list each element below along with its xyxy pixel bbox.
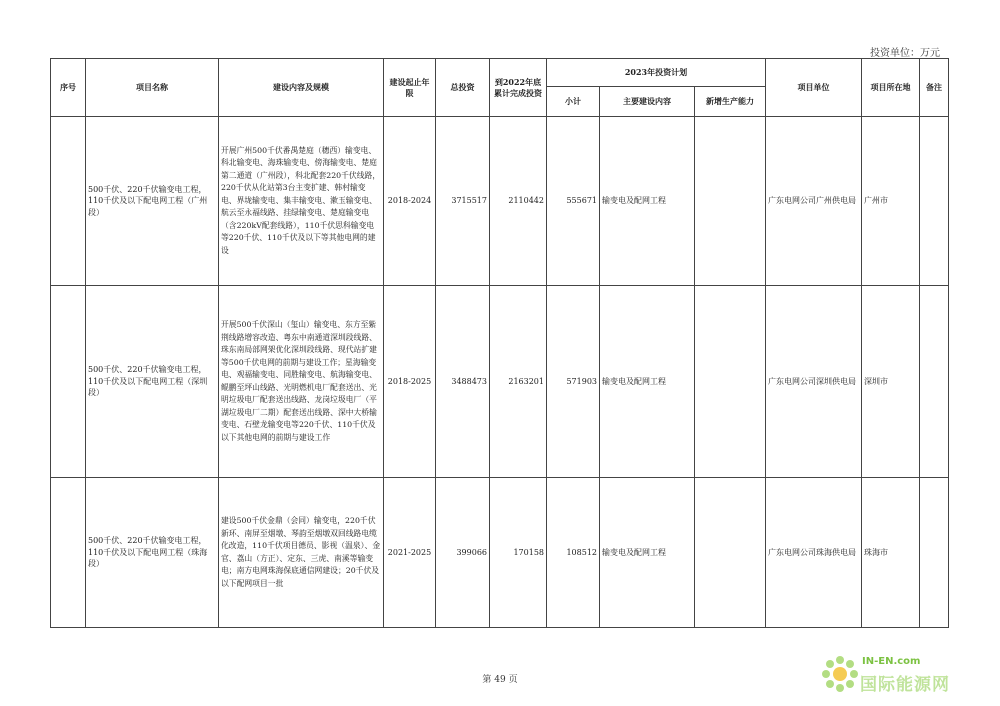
cell-subtotal: 571903 xyxy=(547,286,600,478)
cell-seq xyxy=(51,117,86,286)
header-new-capacity: 新增生产能力 xyxy=(695,87,766,117)
header-project-name: 项目名称 xyxy=(86,59,219,117)
table-row xyxy=(51,117,949,286)
cell-location: 广州市 xyxy=(862,117,920,286)
cell-project-name: 500千伏、220千伏输变电工程，110千伏及以下配电网工程（深圳段） xyxy=(86,286,219,478)
cell-subtotal: 108512 xyxy=(547,478,600,628)
header-plan-2023: 2023年投资计划 xyxy=(547,59,766,87)
header-remark: 备注 xyxy=(920,59,949,117)
sunflower-logo-icon xyxy=(820,654,860,694)
header-subtotal: 小计 xyxy=(547,87,600,117)
table-row xyxy=(51,478,949,628)
cell-construction-content: 建设500千伏金鼎（会同）输变电，220千伏新环、南屏至烟墩、琴韵至烟墩双回线路电缆化改造，110千伏项目德员、影视（温泉）、金官、荔山（方正）、定东、三虎、南溪等输变电；南方电网珠海保底通信网建设；20千伏及以下配网项目一批 xyxy=(219,478,384,628)
cell-project-name: 500千伏、220千伏输变电工程，110千伏及以下配电网工程（广州段） xyxy=(86,117,219,286)
cell-project-unit: 广东电网公司珠海供电局 xyxy=(766,478,862,628)
cell-construction-content: 开展500千伏深山（玺山）输变电、东方至紫荆线路增容改造、粤东中南通道深圳段线路、珠东南局部网架优化深圳段线路、现代站扩建等500千伏电网的前期与建设工作；星海输变电、观福输变电、同胜输变电、航海输变电、鲲鹏至坪山线路、光明燃机电厂配套送出、光明垃圾电厂配套送出线路、龙岗垃圾电厂（平湖垃圾电厂二期）配套送出线路、深中大桥输变电、石壁龙输变电等220千伏、110千伏及以下其他电网的前期与建设工作 xyxy=(219,286,384,478)
header-project-unit: 项目单位 xyxy=(766,59,862,117)
header-period: 建设起止年限 xyxy=(384,59,436,117)
page-number: 第 49 页 xyxy=(482,675,518,685)
investment-unit-note: 投资单位：万元 xyxy=(870,48,940,59)
cell-location: 深圳市 xyxy=(862,286,920,478)
header-total-investment: 总投资 xyxy=(436,59,490,117)
cell-new-capacity xyxy=(695,286,766,478)
cell-seq xyxy=(51,478,86,628)
investment-plan-table xyxy=(50,58,949,628)
cell-completed-2022: 2110442 xyxy=(490,117,547,286)
header-construction-content: 建设内容及规模 xyxy=(219,59,384,117)
header-location: 项目所在地 xyxy=(862,59,920,117)
cell-project-unit: 广东电网公司广州供电局 xyxy=(766,117,862,286)
cell-location: 珠海市 xyxy=(862,478,920,628)
table-row xyxy=(51,286,949,478)
cell-completed-2022: 2163201 xyxy=(490,286,547,478)
cell-remark xyxy=(920,117,949,286)
cell-remark xyxy=(920,286,949,478)
cell-period: 2018-2024 xyxy=(384,117,436,286)
cell-main-content: 输变电及配网工程 xyxy=(600,478,695,628)
header-completed-2022: 到2022年底累计完成投资 xyxy=(490,59,547,117)
cell-completed-2022: 170158 xyxy=(490,478,547,628)
cell-seq xyxy=(51,286,86,478)
cell-new-capacity xyxy=(695,117,766,286)
cell-period: 2021-2025 xyxy=(384,478,436,628)
header-main-content: 主要建设内容 xyxy=(600,87,695,117)
cell-main-content: 输变电及配网工程 xyxy=(600,117,695,286)
watermark-site: IN-EN.com xyxy=(862,656,921,667)
cell-new-capacity xyxy=(695,478,766,628)
cell-remark xyxy=(920,478,949,628)
cell-total-investment: 3488473 xyxy=(436,286,490,478)
header-seq: 序号 xyxy=(51,59,86,117)
watermark-logo xyxy=(820,652,990,698)
cell-total-investment: 399066 xyxy=(436,478,490,628)
cell-construction-content: 开展广州500千伏番禺楚庭（穗西）输变电、科北输变电、海珠输变电、傍海输变电、楚庭第二通道（广州段），科北配套220千伏线路，220千伏从化站第3台主变扩建、韩村输变电、界垅输变电、集丰输变电、漱玉输变电、航云至永福线路、挂绿输变电、楚庭输变电（含220kV配套线路），110千伏思科输变电等220千伏、110千伏及以下等其他电网的建设 xyxy=(219,117,384,286)
cell-project-name: 500千伏、220千伏输变电工程，110千伏及以下配电网工程（珠海段） xyxy=(86,478,219,628)
cell-main-content: 输变电及配网工程 xyxy=(600,286,695,478)
cell-period: 2018-2025 xyxy=(384,286,436,478)
cell-total-investment: 3715517 xyxy=(436,117,490,286)
watermark-name: 国际能源网 xyxy=(860,675,950,695)
cell-subtotal: 555671 xyxy=(547,117,600,286)
cell-project-unit: 广东电网公司深圳供电局 xyxy=(766,286,862,478)
